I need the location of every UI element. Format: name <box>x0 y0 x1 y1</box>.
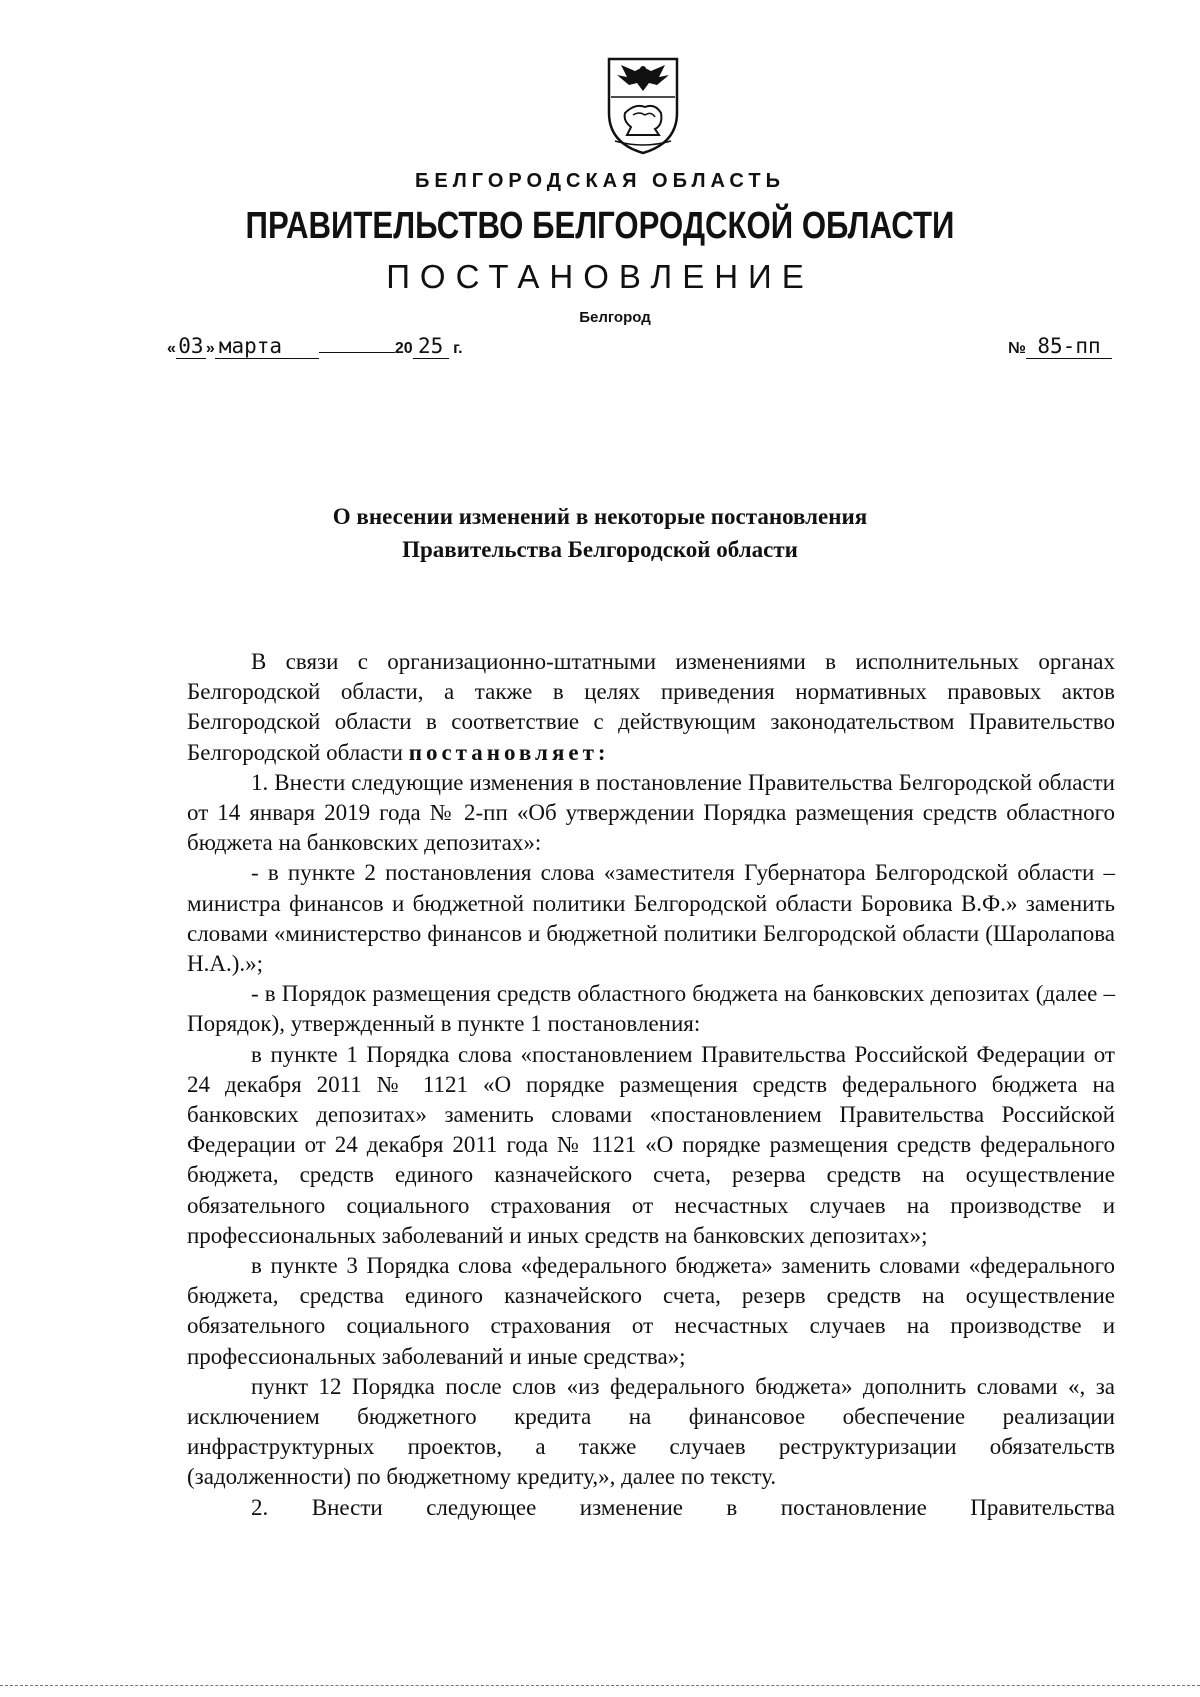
date-day: 03 <box>176 334 206 359</box>
paragraph-point-1: в пункте 1 Порядка слова «постановлением Правительства Российской Федерации от 24 декабря 2011 № 1121 «О порядке размещения средств федерального бюджета на банковских депозитах» заменить словами «постановлением Правительства Российской Федерации от 24 декабря 2011 года № 1121 «О порядке размещения средств федерального бюджета, средств единого казначейского счета, резерва средств на осуществление обязательного социального страхования от несчастных случаев на производстве и профессиональных заболеваний и иных средств на банковских депозитах»; <box>187 1041 1115 1248</box>
paragraph-item-1-b: - в Порядок размещения средств областного бюджета на банковских депозитах (далее – Порядок), утвержденный в пункте 1 постановления: <box>187 981 1115 1037</box>
region-name: БЕЛГОРОДСКАЯ ОБЛАСТЬ <box>415 170 785 192</box>
year-prefix: 20 <box>394 340 413 357</box>
document-number <box>1008 334 1112 359</box>
decree-word: постановляет: <box>408 739 610 765</box>
document-date <box>167 334 463 359</box>
city-name: Белгород <box>579 309 651 326</box>
document-title <box>0 500 1200 566</box>
date-number-line <box>167 334 1112 364</box>
title-line-1: О внесении изменений в некоторые постановления <box>332 504 868 529</box>
document-body <box>187 647 1115 1523</box>
year-mark: г. <box>453 340 463 357</box>
year-suffix: 25 <box>413 334 449 359</box>
number-label: № <box>1008 340 1026 357</box>
date-month: марта <box>215 334 319 359</box>
paragraph-point-12: пункт 12 Порядка после слов «из федерального бюджета» дополнить словами «, за исключением бюджетного кредита на финансовое обеспечение реализации инфраструктурных проектов, а также случаев реструктуризации обязательств (задолженности) по бюджетному кредиту,», далее по тексту. <box>187 1373 1115 1490</box>
paragraph-item-1-a: - в пункте 2 постановления слова «заместителя Губернатора Белгородской области – министра финансов и бюджетной политики Белгородской области Боровика В.Ф.» заменить словами «министерство финансов и бюджетной политики Белгородской области (Шаролапова Н.А.).»; <box>187 860 1115 977</box>
preamble-text: В связи с организационно-штатными изменениями в исполнительных органах Белгородской области, а также в целях приведения нормативных правовых актов Белгородской области в соответствие с действующим законодательством Правительство Белгородской области <box>187 649 1115 765</box>
number-value: 85-пп <box>1026 334 1112 359</box>
close-quote: » <box>205 340 215 357</box>
open-quote: « <box>167 340 176 357</box>
page-bottom-divider <box>0 1685 1200 1686</box>
paragraph-item-2: 2. Внести следующее изменение в постановление Правительства <box>251 1494 1115 1520</box>
government-name: ПРАВИТЕЛЬСТВО БЕЛГОРОДСКОЙ ОБЛАСТИ <box>245 205 955 247</box>
coat-of-arms-icon <box>605 55 681 155</box>
paragraph-point-3: в пункте 3 Порядка слова «федерального бюджета» заменить словами «федерального бюджета, средства единого казначейского счета, резерв средств на осуществление обязательного социального страхования от несчастных случаев на производстве и профессиональных заболеваний и иные средства»; <box>187 1253 1115 1369</box>
document-type: ПОСТАНОВЛЕНИЕ <box>386 258 814 295</box>
paragraph-item-1: 1. Внести следующие изменения в постановление Правительства Белгородской области от 14 января 2019 года № 2-пп «Об утверждении Порядка размещения средств областного бюджета на банковских депозитах»: <box>187 769 1115 856</box>
title-line-2: Правительства Белгородской области <box>402 537 798 562</box>
paragraph-preamble <box>187 647 1115 768</box>
